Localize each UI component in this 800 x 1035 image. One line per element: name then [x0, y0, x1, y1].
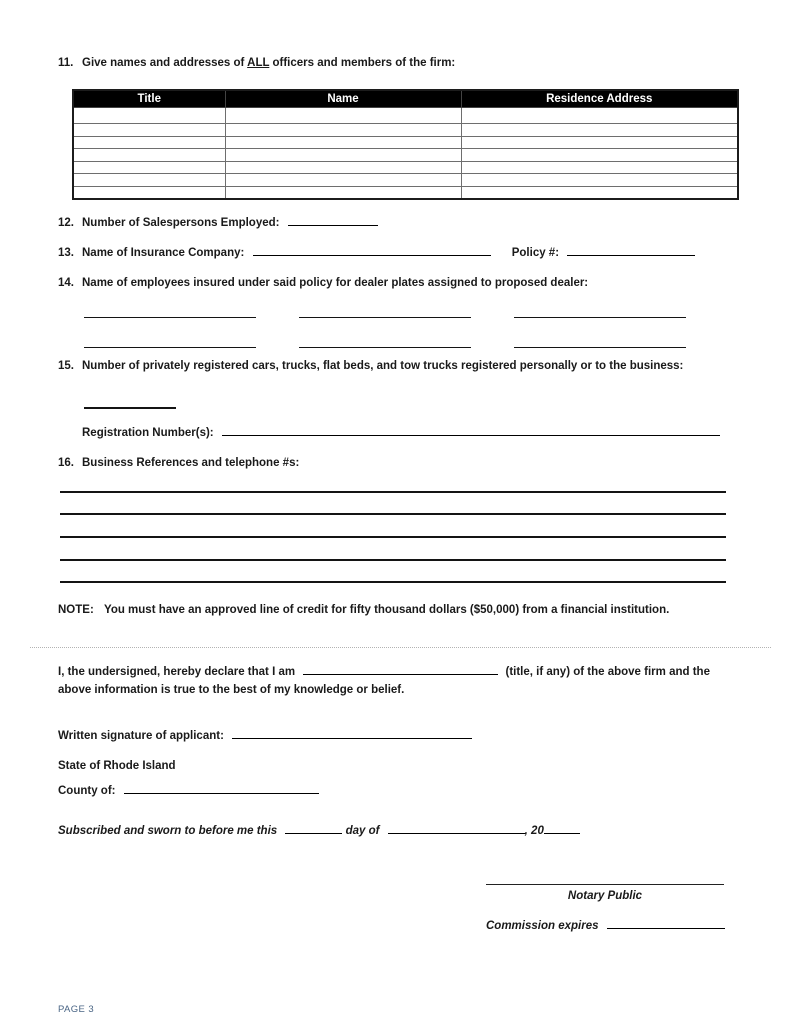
officer-address-cell[interactable] [461, 149, 738, 162]
column-header-residence-address: Residence Address [461, 90, 738, 108]
salespersons-employed-blank[interactable] [288, 216, 378, 226]
officer-name-cell[interactable] [225, 186, 461, 199]
private-vehicle-count-blank[interactable] [84, 407, 176, 409]
officer-table-row [73, 174, 738, 187]
policy-number-blank[interactable] [567, 246, 695, 256]
officer-address-cell[interactable] [461, 161, 738, 174]
officers-table-header-row [73, 90, 738, 108]
officer-title-cell[interactable] [73, 149, 225, 162]
signature-label: Written signature of applicant: [58, 730, 224, 742]
item-12-number: 12. [58, 217, 74, 229]
employee-name-blank[interactable] [299, 347, 471, 348]
item-14-number: 14. [58, 277, 74, 289]
officer-name-cell[interactable] [225, 174, 461, 187]
item-12 [58, 215, 748, 231]
officer-table-row [73, 108, 738, 124]
officer-title-cell[interactable] [73, 136, 225, 149]
officer-table-row [73, 149, 738, 162]
item-11-emphasis: ALL [247, 57, 270, 69]
item-13 [58, 245, 748, 261]
credit-note [58, 602, 706, 619]
insured-employees-row-1 [84, 317, 686, 318]
sworn-year-prefix: , 20 [524, 825, 544, 837]
officer-address-cell[interactable] [461, 186, 738, 199]
item-11-label: Give names and addresses of ALL officers and members of the firm: [82, 57, 456, 69]
declaration-paragraph [58, 663, 718, 699]
item-16 [58, 455, 748, 471]
sworn-month-blank[interactable] [388, 824, 525, 834]
sworn-statement [58, 823, 748, 839]
officer-table-row [73, 124, 738, 137]
officer-table-row [73, 161, 738, 174]
officer-address-cell[interactable] [461, 174, 738, 187]
officer-address-cell[interactable] [461, 108, 738, 124]
business-reference-line[interactable] [60, 536, 726, 538]
officer-title-cell[interactable] [73, 174, 225, 187]
business-reference-line[interactable] [60, 491, 726, 493]
officers-table-wrap [72, 89, 739, 200]
item-11 [58, 55, 748, 71]
employee-name-blank[interactable] [299, 317, 471, 318]
item-11-number: 11. [58, 57, 74, 69]
insurance-company-blank[interactable] [253, 246, 491, 256]
item-14 [58, 275, 748, 291]
officer-name-cell[interactable] [225, 136, 461, 149]
sworn-day-of-label: day of [345, 825, 380, 837]
county-blank[interactable] [124, 784, 319, 794]
employee-name-blank[interactable] [84, 317, 256, 318]
item-15-number: 15. [58, 360, 74, 372]
officer-name-cell[interactable] [225, 124, 461, 137]
officer-title-cell[interactable] [73, 108, 225, 124]
employee-name-blank[interactable] [84, 347, 256, 348]
business-reference-line[interactable] [60, 559, 726, 561]
officer-title-cell[interactable] [73, 124, 225, 137]
officers-table [72, 89, 739, 200]
officer-table-row [73, 186, 738, 199]
item-15 [58, 358, 726, 374]
commission-expires-line [486, 918, 746, 934]
declaration-text-after: (title, if any) of the above firm and the above information is true to the best of my knowledge or belief. [58, 666, 710, 696]
officer-title-cell[interactable] [73, 161, 225, 174]
registration-numbers-label: Registration Number(s): [82, 427, 214, 439]
item-15-label: Number of privately registered cars, trucks, flat beds, and tow trucks registered personally or to the business: [82, 360, 684, 372]
item-13-number: 13. [58, 247, 74, 259]
dotted-divider [30, 647, 771, 648]
item-16-number: 16. [58, 457, 74, 469]
column-header-title: Title [73, 90, 225, 108]
policy-number-label: Policy #: [511, 247, 560, 259]
officer-name-cell[interactable] [225, 149, 461, 162]
officer-name-cell[interactable] [225, 108, 461, 124]
item-16-label: Business References and telephone #s: [82, 457, 300, 469]
declaration-title-blank[interactable] [303, 665, 498, 675]
officer-address-cell[interactable] [461, 124, 738, 137]
page-number-label: PAGE 3 [58, 1004, 95, 1015]
notary-signature-line[interactable] [486, 884, 724, 885]
column-header-name: Name [225, 90, 461, 108]
registration-numbers-line [82, 425, 730, 441]
item-12-label: Number of Salespersons Employed: [82, 217, 280, 229]
officer-title-cell[interactable] [73, 186, 225, 199]
sworn-year-blank[interactable] [544, 824, 580, 834]
employee-name-blank[interactable] [514, 317, 686, 318]
sworn-text: Subscribed and sworn to before me this [58, 825, 278, 837]
commission-expires-label: Commission expires [486, 920, 599, 932]
county-line [58, 783, 319, 799]
business-reference-line[interactable] [60, 581, 726, 583]
officer-address-cell[interactable] [461, 136, 738, 149]
declaration-text-before: I, the undersigned, hereby declare that I am [58, 666, 296, 678]
officer-name-cell[interactable] [225, 161, 461, 174]
notary-public-label: Notary Public [567, 890, 643, 902]
sworn-day-blank[interactable] [285, 824, 342, 834]
business-reference-line[interactable] [60, 513, 726, 515]
applicant-signature-blank[interactable] [232, 729, 472, 739]
note-label: NOTE: [58, 604, 94, 616]
county-label: County of: [58, 785, 116, 797]
commission-expires-blank[interactable] [607, 919, 725, 929]
item-13-label: Name of Insurance Company: [82, 247, 245, 259]
state-line: State of Rhode Island [58, 760, 176, 772]
signature-line [58, 728, 748, 744]
officer-table-row [73, 136, 738, 149]
item-14-label: Name of employees insured under said policy for dealer plates assigned to proposed dealer: [82, 277, 589, 289]
employee-name-blank[interactable] [514, 347, 686, 348]
registration-numbers-blank[interactable] [222, 426, 720, 436]
insured-employees-row-2 [84, 347, 686, 348]
note-text: You must have an approved line of credit for fifty thousand dollars ($50,000) from a financial institution. [104, 604, 670, 616]
